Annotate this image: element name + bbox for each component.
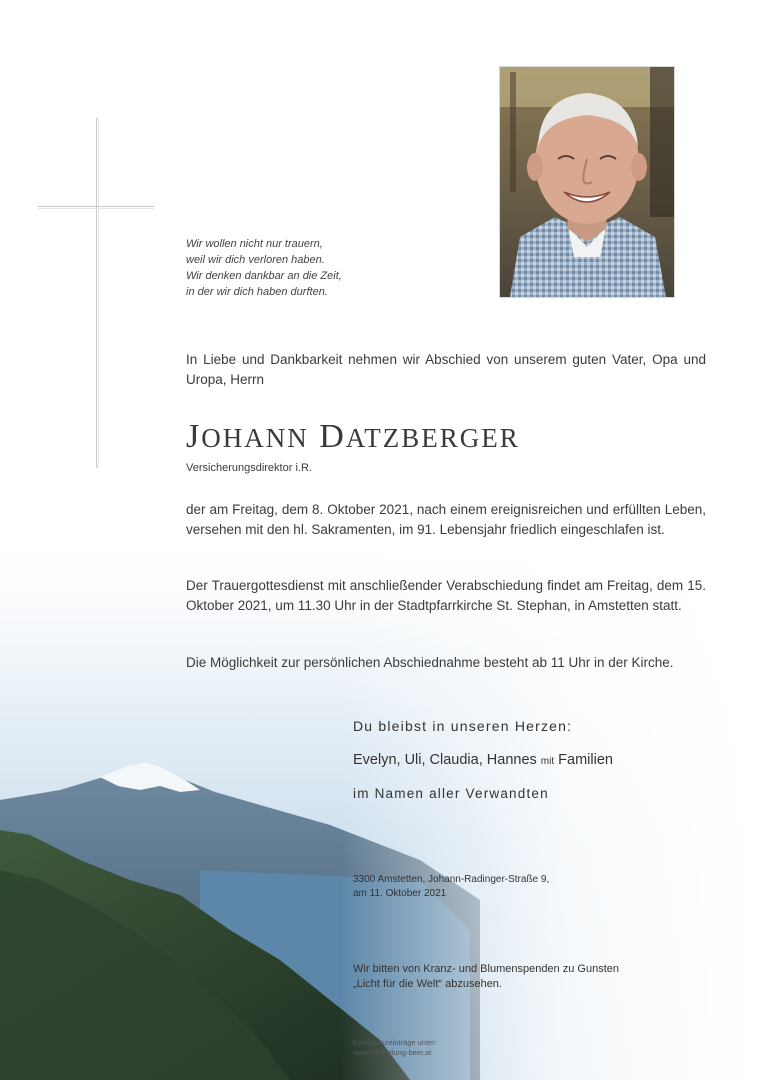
cross-icon-horizontal [38, 206, 154, 207]
portrait-photo [499, 66, 675, 298]
footer-url: www.bestattung-beer.at [353, 1048, 432, 1057]
first-name-rest: OHANN [201, 423, 309, 453]
footer-note [353, 1038, 437, 1058]
deceased-name [186, 418, 520, 456]
address-line: 3300 Amstetten, Johann-Radinger-Straße 9, [353, 874, 550, 885]
death-paragraph: der am Freitag, dem 8. Oktober 2021, nach einem ereignisreichen und erfüllten Leben, versehen mit den hl. Sakramenten, im 91. Lebensjahr friedlich eingeschlafen ist. [186, 502, 706, 537]
footer-label: Kondolenzeinträge unter: [353, 1038, 437, 1047]
family-names [353, 752, 613, 768]
deceased-title: Versicherungsdirektor i.R. [186, 462, 312, 474]
request-line: „Licht für die Welt“ abzusehen. [353, 978, 502, 990]
poem [186, 236, 486, 300]
date-line: am 11. Oktober 2021 [353, 888, 447, 899]
donation-request [353, 962, 619, 992]
farewell-paragraph: Die Möglichkeit zur persönlichen Abschiednahme besteht ab 11 Uhr in der Kirche. [186, 655, 674, 670]
intro-text: In Liebe und Dankbarkeit nehmen wir Abschied von unserem guten Vater, Opa und Uropa, Herrn [186, 352, 706, 387]
poem-line: in der wir dich haben durften. [186, 286, 328, 298]
first-name-initial: J [186, 418, 202, 455]
last-name-rest: ATZBERGER [345, 423, 520, 453]
family-names-list: Evelyn, Uli, Claudia, Hannes [353, 752, 537, 768]
poem-line: weil wir dich verloren haben. [186, 254, 325, 266]
last-name-initial: D [319, 418, 346, 455]
cross-icon-vertical [96, 118, 97, 468]
service-paragraph: Der Trauergottesdienst mit anschließender Verabschiedung findet am Freitag, dem 15. Oktober 2021, um 11.30 Uhr in der Stadtpfarrkirche St. Stephan, in Amstetten statt. [186, 578, 706, 613]
family-suffix: Familien [558, 752, 613, 768]
family-mit: mit [540, 756, 555, 767]
address-block [353, 873, 549, 901]
poem-line: Wir wollen nicht nur trauern, [186, 238, 323, 250]
request-line: Wir bitten von Kranz- und Blumenspenden zu Gunsten [353, 963, 619, 975]
poem-line: Wir denken dankbar an die Zeit, [186, 270, 342, 282]
relatives-line: im Namen aller Verwandten [353, 786, 549, 801]
closing-line: Du bleibst in unseren Herzen: [353, 718, 573, 734]
